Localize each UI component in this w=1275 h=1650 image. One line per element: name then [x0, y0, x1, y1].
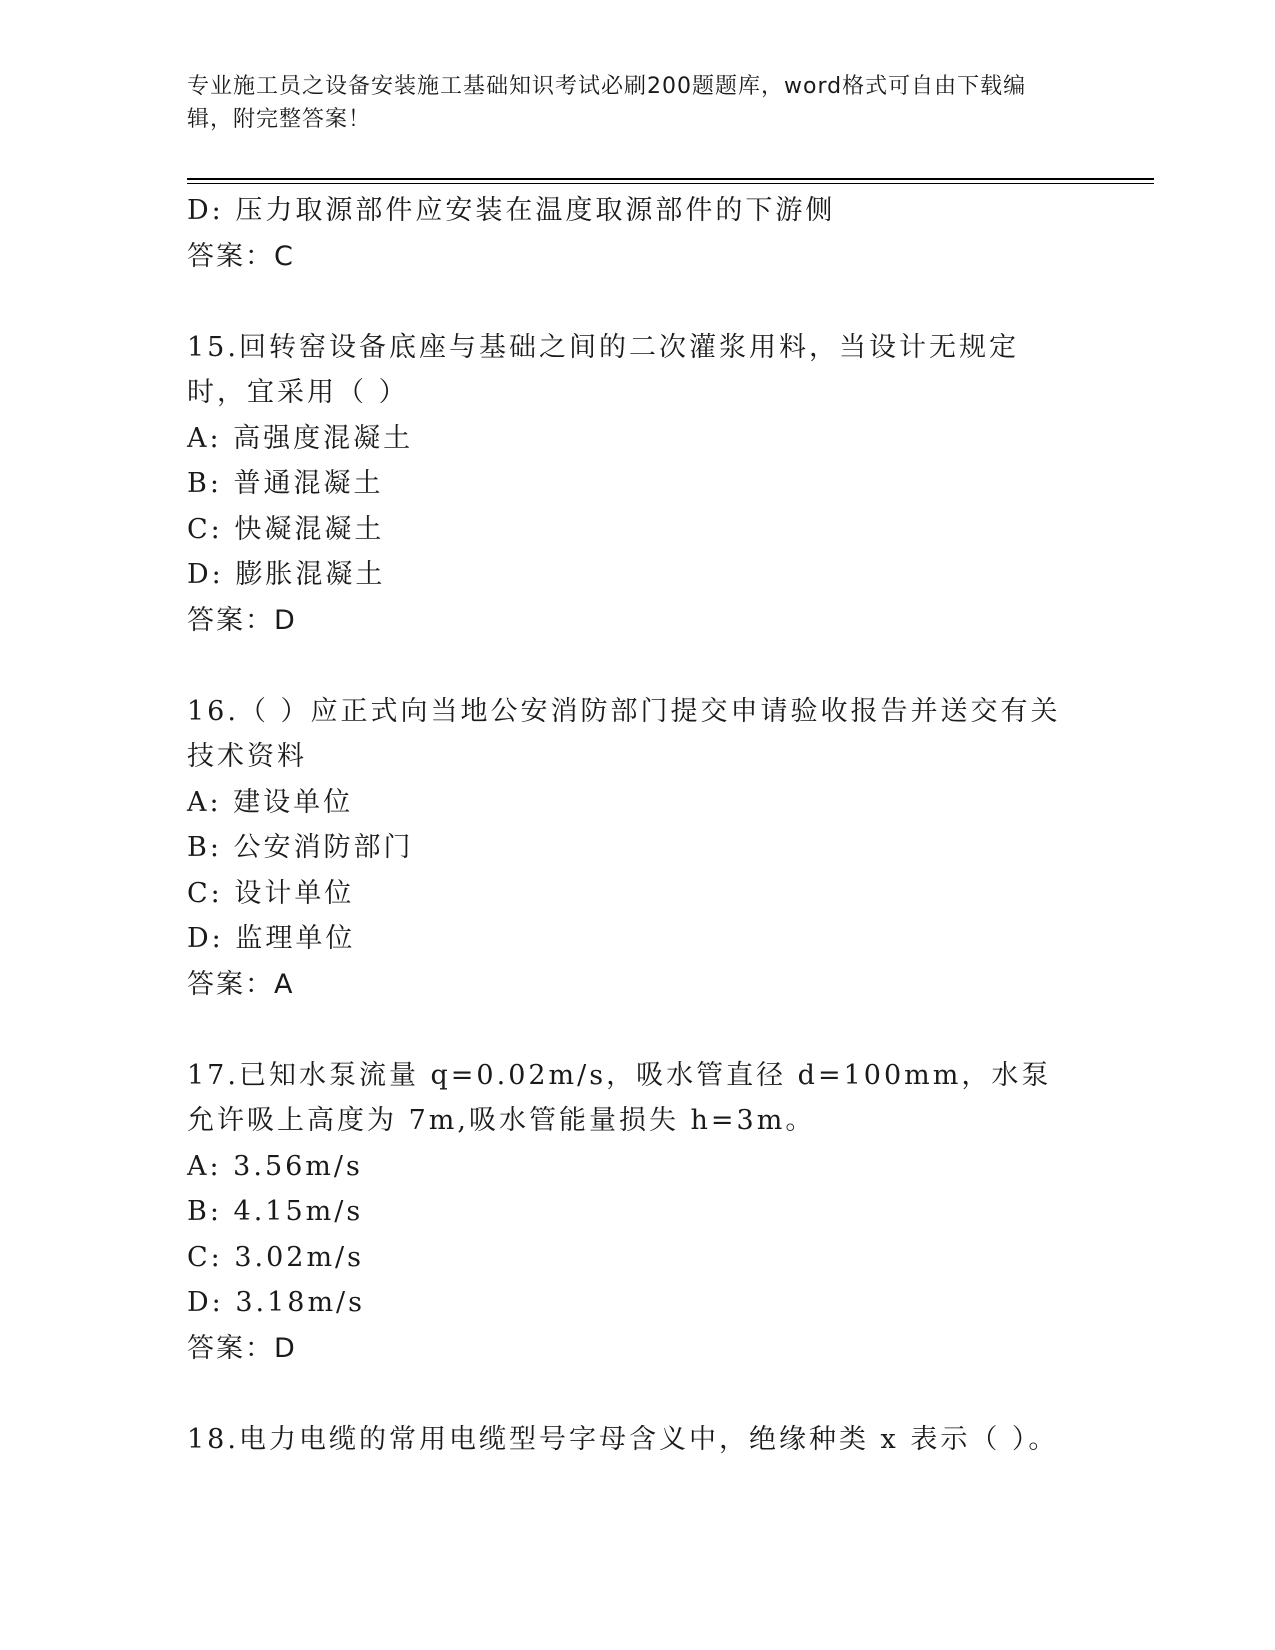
option-b: B: 4.15m/s: [187, 1196, 364, 1227]
question-16: [187, 689, 1077, 1008]
question-content: [187, 188, 1077, 1462]
answer-line: 答案：D: [187, 1332, 297, 1364]
carryover-question: [187, 188, 1077, 279]
option-a: A: 建设单位: [187, 786, 354, 818]
header-divider-thin: [187, 183, 1154, 184]
option-d: D: 3.18m/s: [187, 1287, 365, 1318]
option-c: C: 设计单位: [187, 877, 355, 909]
question-15: [187, 325, 1077, 644]
option-b: B: 普通混凝土: [187, 468, 384, 499]
spacer: [187, 1371, 1077, 1417]
spacer: [187, 1007, 1077, 1053]
option-b: B: 公安消防部门: [187, 832, 414, 863]
answer-line: 答案：A: [187, 968, 295, 1000]
question-stem: 18.电力电缆的常用电缆型号字母含义中，绝缘种类 x 表示（ ）。: [187, 1423, 1059, 1455]
option-d: D: 压力取源部件应安装在温度取源部件的下游侧: [187, 195, 836, 226]
question-stem: 16.（ ）应正式向当地公安消防部门提交申请验收报告并送交有关技术资料: [187, 695, 1061, 772]
document-header: [187, 70, 1067, 136]
header-title: 专业施工员之设备安装施工基础知识考试必刷200题题库，word格式可自由下载编辑，附完整答案！: [187, 74, 1027, 132]
option-d: D: 膨胀混凝土: [187, 559, 386, 590]
answer-line: 答案：D: [187, 604, 297, 636]
option-a: A: 3.56m/s: [187, 1150, 363, 1182]
answer-line: 答案：C: [187, 240, 295, 272]
header-divider-thick: [187, 178, 1154, 180]
option-c: C: 快凝混凝土: [187, 513, 385, 545]
spacer: [187, 643, 1077, 689]
option-a: A: 高强度混凝土: [187, 422, 414, 454]
question-17: [187, 1053, 1077, 1372]
option-d: D: 监理单位: [187, 923, 356, 954]
option-c: C: 3.02m/s: [187, 1241, 365, 1273]
question-stem: 15.回转窑设备底座与基础之间的二次灌浆用料，当设计无规定时，宜采用（ ）: [187, 331, 1019, 408]
spacer: [187, 279, 1077, 325]
question-stem: 17.已知水泵流量 q=0.02m/s，吸水管直径 d=100mm，水泵允许吸上高度为 7m,吸水管能量损失 h=3m。: [187, 1059, 1052, 1136]
question-18: [187, 1417, 1077, 1463]
